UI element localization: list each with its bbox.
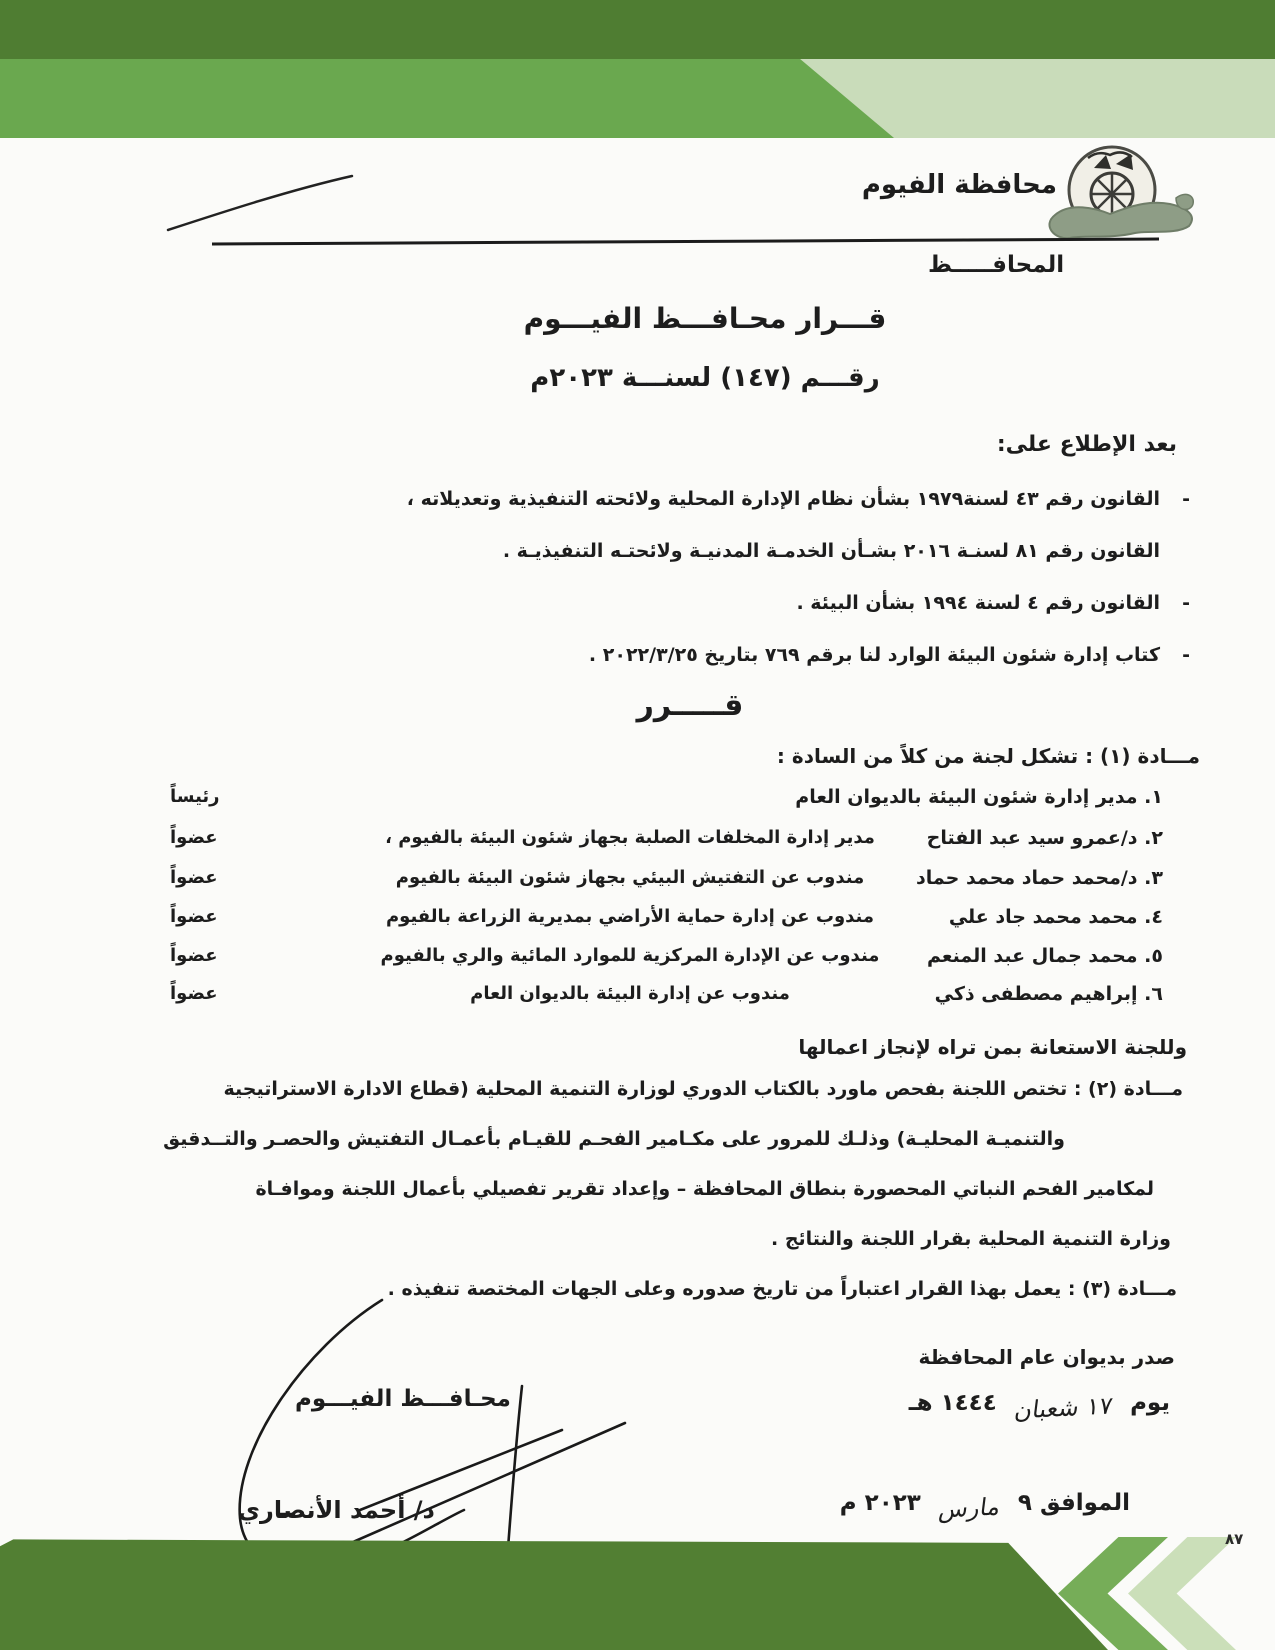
member-role: مندوب عن إدارة حماية الأراضي بمديرية الزراعة بالفيوم	[385, 906, 875, 927]
member-post: عضواً	[170, 906, 218, 927]
article2-line: لمكامير الفحم النباتي المحصورة بنطاق المحافظة – وإعداد تقرير تفصيلي بأعمال اللجنة وموافـاة	[255, 1178, 1154, 1200]
decree-word: قـــــرر	[636, 688, 744, 723]
article2-line: وزارة التنمية المحلية بقرار اللجنة والنتائج .	[771, 1228, 1171, 1250]
top-dark-green-band	[0, 0, 1275, 59]
committee-member-row	[0, 906, 1275, 940]
governor-heading: المحافـــــظ	[928, 252, 1065, 278]
preamble-item	[407, 488, 1190, 510]
top-mid-green-band	[0, 59, 894, 138]
gregorian-date-line	[839, 1488, 1130, 1524]
preamble-item-text: القانون رقم ٤٣ لسنة١٩٧٩ بشأن نظام الإدارة المحلية ولائحته التنفيذية وتعديلاته ،	[406, 488, 1160, 510]
member-role: مندوب عن التفتيش البيئي بجهاز شئون البيئة بالفيوم	[395, 867, 865, 888]
issued-at-line: صدر بديوان عام المحافظة	[918, 1345, 1175, 1369]
hijri-suffix: ١٤٤٤ هـ	[908, 1390, 997, 1416]
hijri-handwritten-date: ١٧ شعبان	[1012, 1391, 1115, 1425]
member-name: ٤. محمد محمد جاد علي	[948, 906, 1163, 928]
member-role: مندوب عن الإدارة المركزية للموارد المائية والري بالفيوم	[380, 945, 880, 966]
committee-member-row	[0, 867, 1275, 901]
article3-text: مـــادة (٣) : يعمل بهذا القرار اعتباراً من تاريخ صدوره وعلى الجهات المختصة تنفيذه .	[387, 1278, 1177, 1300]
list-dash: -	[1182, 592, 1190, 614]
preamble-heading: بعد الإطلاع على:	[996, 432, 1177, 457]
org-name: محافظة الفيوم	[861, 170, 1057, 200]
preamble-item	[796, 592, 1190, 614]
bottom-green-band	[0, 1536, 1108, 1650]
pen-mark	[160, 168, 360, 238]
preamble-item-text: القانون رقم ٤ لسنة ١٩٩٤ بشأن البيئة .	[796, 592, 1160, 614]
article2-line: والتنميـة المحليـة) وذلـك للمرور على مكـامير الفحـم للقيـام بأعمـال التفتيش والحصـر والتــدقيق	[163, 1128, 1065, 1150]
member-post: عضواً	[170, 867, 218, 888]
gregorian-suffix: ٢٠٢٣ م	[839, 1490, 921, 1516]
member-role: مدير إدارة المخلفات الصلبة بجهاز شئون البيئة بالفيوم ،	[385, 827, 875, 848]
member-post: رئيساً	[170, 786, 220, 807]
member-post: عضواً	[170, 945, 218, 966]
member-post: عضواً	[170, 983, 218, 1004]
article2-line: مـــادة (٢) : تختص اللجنة بفحص ماورد بالكتاب الدوري لوزارة التنمية المحلية (قطاع الادارة الاستراتيجية	[223, 1078, 1183, 1100]
committee-member-row	[0, 945, 1275, 979]
committee-member-row	[0, 786, 1275, 820]
preamble-item-text: كتاب إدارة شئون البيئة الوارد لنا برقم ٧٦٩ بتاريخ ٢٠٢٢/٣/٢٥ .	[588, 644, 1160, 666]
preamble-item-text: القانون رقم ٨١ لسنـة ٢٠١٦ بشـأن الخدمـة المدنيـة ولائحتـه التنفيذيـة .	[502, 540, 1160, 562]
decree-title-line2: رقـــم (١٤٧) لسنـــة ٢٠٢٣م	[530, 363, 880, 393]
preamble-item	[589, 644, 1190, 666]
decree-title-line1: قـــرار محـافـــظ الفيـــوم	[523, 302, 887, 335]
member-post: عضواً	[170, 827, 218, 848]
member-name: ٦. إبراهيم مصطفى ذكي	[934, 983, 1163, 1005]
committee-note: وللجنة الاستعانة بمن تراه لإنجاز اعمالها	[798, 1035, 1187, 1059]
member-name: ٢. د/عمرو سيد عبد الفتاح	[926, 827, 1163, 849]
signer-title: محـافـــظ الفيـــوم	[295, 1386, 511, 1412]
list-dash: -	[1182, 644, 1190, 666]
hijri-prefix: يوم	[1130, 1390, 1170, 1416]
hijri-date-line	[908, 1388, 1170, 1425]
preamble-item	[503, 540, 1190, 562]
article1-heading: مـــادة (١) : تشكل لجنة من كلاً من السادة :	[776, 744, 1200, 768]
list-dash: -	[1182, 488, 1190, 510]
page-number: ٨٧	[1225, 1530, 1244, 1548]
member-name: ٣. د/محمد حماد محمد حماد	[916, 867, 1163, 889]
gregorian-handwritten-month: مارس	[936, 1492, 1002, 1524]
committee-member-row	[0, 827, 1275, 861]
member-role: مندوب عن إدارة البيئة بالديوان العام	[470, 983, 790, 1004]
member-name: ١. مدير إدارة شئون البيئة بالديوان العام	[795, 786, 1163, 808]
committee-member-row	[0, 983, 1275, 1017]
signer-name: د/ أحمد الأنصاري	[238, 1496, 435, 1524]
gregorian-prefix: الموافق ٩	[1017, 1490, 1130, 1516]
member-name: ٥. محمد جمال عبد المنعم	[927, 945, 1163, 967]
